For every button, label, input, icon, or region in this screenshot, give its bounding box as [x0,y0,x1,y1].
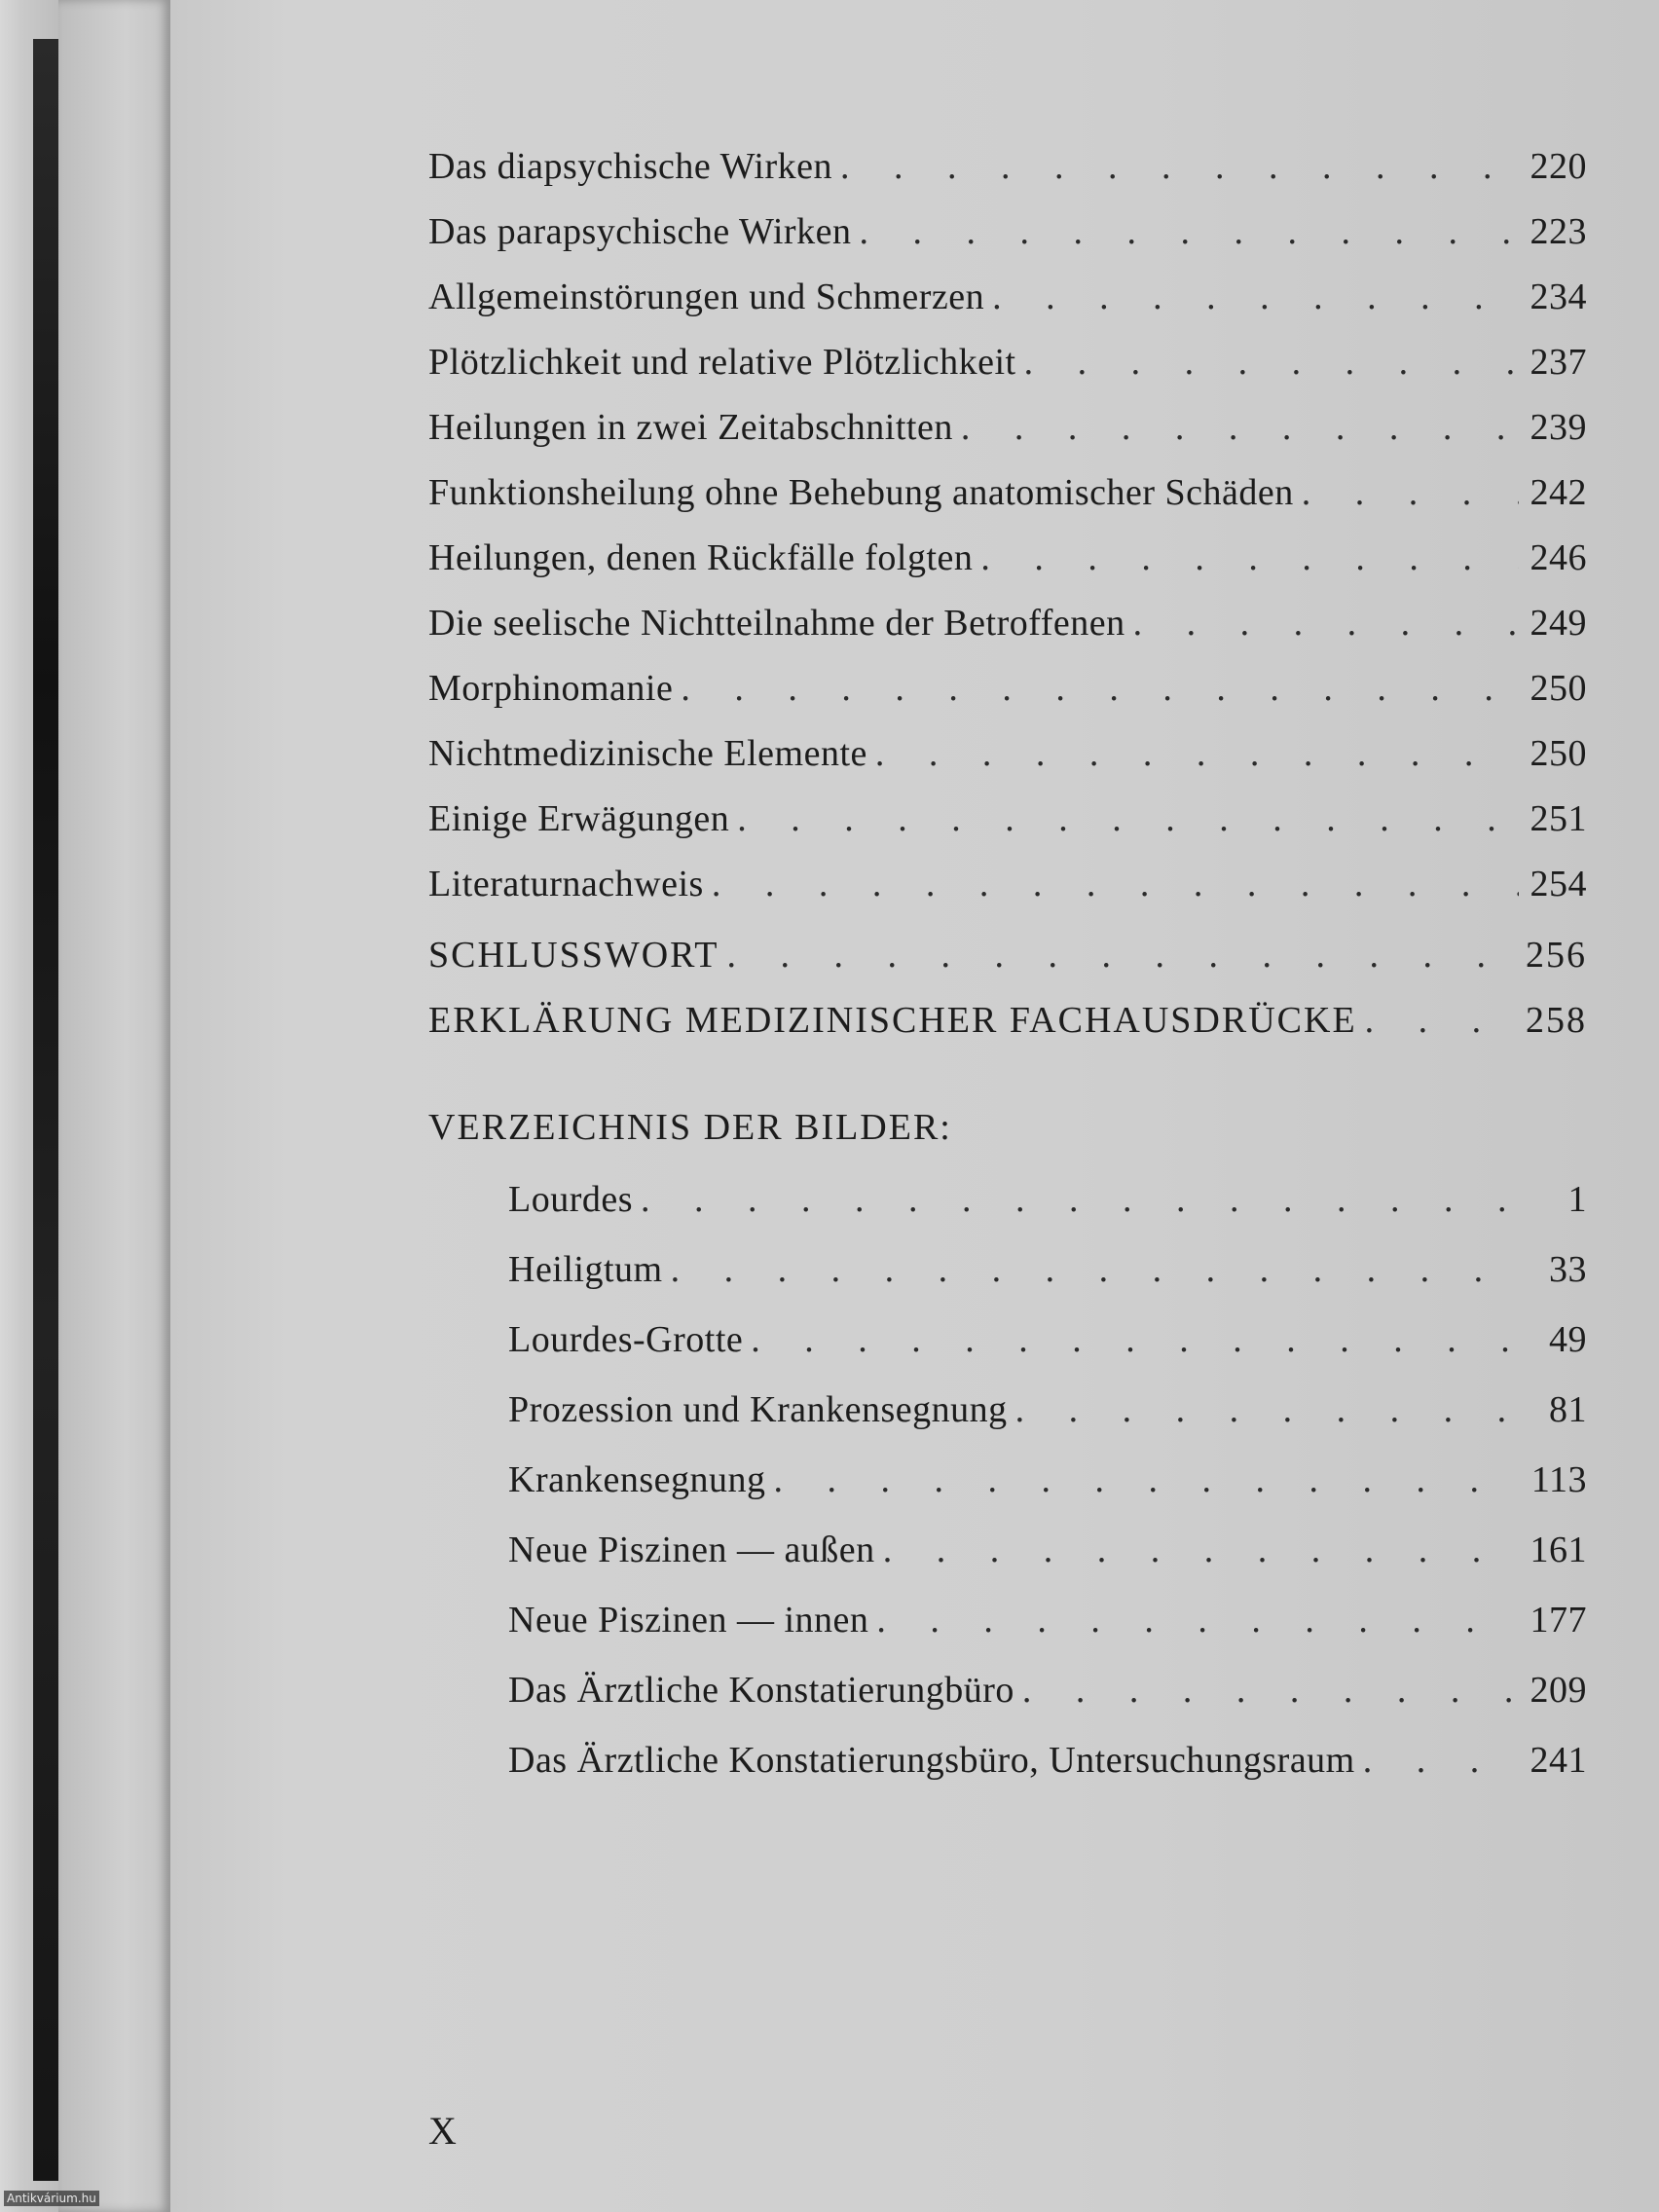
toc-entry [428,330,1587,395]
toc-entry-title: Neue Piszinen — innen [508,1600,869,1641]
toc-entry [508,1305,1587,1375]
toc-entry-page: 223 [1530,211,1587,252]
toc-entry-title: SCHLUSSWORT [428,935,719,976]
watermark: Antikvárium.hu [4,2191,99,2206]
toc-entry [508,1725,1587,1795]
leader-dots [875,721,1519,787]
toc-entry [428,988,1587,1053]
leader-dots [641,1164,1519,1235]
toc-entry-title: Funktionsheilung ohne Behebung anatomischer Schäden [428,472,1294,513]
toc-entry-page: 254 [1530,864,1587,904]
leader-dots [859,200,1519,265]
leader-dots [876,1585,1519,1655]
toc-entry-title: Morphinomanie [428,668,674,709]
leader-dots [992,265,1519,330]
toc-entry [428,461,1587,526]
leader-dots [1302,461,1519,526]
toc-entry [428,656,1587,721]
toc-entry [508,1445,1587,1515]
leader-dots [1015,1375,1519,1445]
toc-entry-title: Einige Erwägungen [428,798,730,839]
toc-entry [428,200,1587,265]
toc-entry-title: Lourdes-Grotte [508,1319,744,1360]
toc-entry-page: 220 [1530,146,1587,187]
leader-dots [1024,330,1519,395]
toc-entry-page: 33 [1549,1249,1587,1290]
toc-entry-page: 242 [1530,472,1587,513]
toc-entry-page: 113 [1530,1459,1587,1500]
leader-dots [671,1235,1519,1305]
toc-entry [428,852,1587,917]
toc-entry [428,134,1587,200]
toc-major-entries [428,923,1587,1053]
toc-entry-title: Plötzlichkeit und relative Plötzlichkeit [428,342,1016,383]
toc-entry-page: 237 [1530,342,1587,383]
toc-entry-title: Das parapsychische Wirken [428,211,852,252]
toc-entry-page: 81 [1549,1389,1587,1430]
toc-entry [428,787,1587,852]
toc-entry-title: Die seelische Nichtteilnahme der Betroffenen [428,603,1125,644]
images-list [428,1164,1587,1795]
leader-dots [1365,988,1516,1053]
toc-entry [428,395,1587,461]
book-binding [33,39,58,2181]
toc-entry [508,1235,1587,1305]
toc-entry [508,1585,1587,1655]
toc-entry-title: Allgemeinstörungen und Schmerzen [428,276,985,317]
toc-entry-title: Krankensegnung [508,1459,766,1500]
toc-entry-title: Das diapsychische Wirken [428,146,832,187]
toc-entry-page: 49 [1549,1319,1587,1360]
leader-dots [726,923,1516,988]
toc-entry-page: 256 [1526,935,1587,976]
page-folio: X [428,2109,457,2153]
images-section-heading: VERZEICHNIS DER BILDER: [428,1107,952,1148]
toc-entry-page: 209 [1530,1670,1587,1711]
toc-entry [428,265,1587,330]
toc-entry-title: Prozession und Krankensegnung [508,1389,1008,1430]
toc-main-entries [428,134,1587,917]
toc-entry [508,1164,1587,1235]
toc-entry-page: 241 [1530,1740,1587,1781]
page-gutter [58,0,170,2212]
toc-entry-page: 250 [1530,733,1587,774]
leader-dots [1363,1725,1519,1795]
toc-entry-title: Heilungen in zwei Zeitabschnitten [428,407,953,448]
leader-dots [712,852,1519,917]
toc-entry-title: Das Ärztliche Konstatierungsbüro, Untersuchungsraum [508,1740,1355,1781]
toc-entry-title: Literaturnachweis [428,864,704,904]
leader-dots [681,656,1519,721]
leader-dots [961,395,1519,461]
leader-dots [773,1445,1519,1515]
toc-entry-page: 161 [1530,1530,1587,1570]
toc-entry [508,1375,1587,1445]
toc-entry-title: Nichtmedizinische Elemente [428,733,867,774]
toc-entry [428,526,1587,591]
toc-entry-title: Neue Piszinen — außen [508,1530,875,1570]
leader-dots [751,1305,1519,1375]
toc-entry [428,923,1587,988]
toc-entry-page: 250 [1530,668,1587,709]
toc-entry-page: 258 [1526,1000,1587,1041]
toc-entry-page: 234 [1530,276,1587,317]
toc-entry-title: Heiligtum [508,1249,663,1290]
toc-entry-page: 239 [1530,407,1587,448]
toc-entry [428,591,1587,656]
toc-entry-page: 1 [1567,1179,1587,1220]
toc-entry-title: Das Ärztliche Konstatierungbüro [508,1670,1014,1711]
toc-entry-page: 177 [1530,1600,1587,1641]
toc-entry-title: Lourdes [508,1179,634,1220]
leader-dots [1133,591,1519,656]
toc-entry-page: 249 [1530,603,1587,644]
leader-dots [883,1515,1519,1585]
toc-entry-page: 246 [1530,537,1587,578]
leader-dots [737,787,1519,852]
toc-entry [508,1515,1587,1585]
toc-entry-title: ERKLÄRUNG MEDIZINISCHER FACHAUSDRÜCKE [428,1000,1357,1041]
toc-entry-title: Heilungen, denen Rückfälle folgten [428,537,974,578]
leader-dots [1022,1655,1519,1725]
leader-dots [840,134,1519,200]
toc-entry [508,1655,1587,1725]
toc-entry-page: 251 [1530,798,1587,839]
toc-entry [428,721,1587,787]
leader-dots [980,526,1519,591]
table-of-contents [428,134,1587,1795]
